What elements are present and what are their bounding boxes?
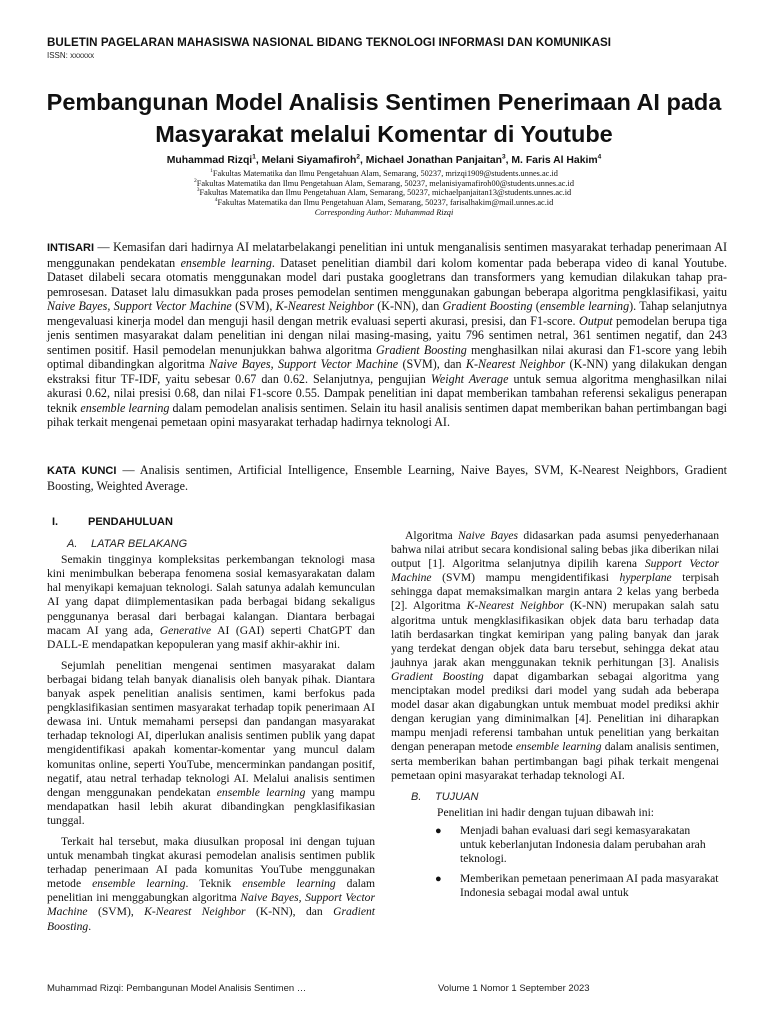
left-body [47, 553, 375, 933]
text-run: ). Tahap selanjutnya mengevaluasi kinerja model dan menguji hasil dengan metrik evaluasi seperti akurasi, presisi, dan F1-score. [47, 299, 727, 328]
italic-term: Support Vector Machine [391, 557, 719, 585]
affiliation-text: Fakultas Matematika dan Ilmu Pengetahuan Alam, Semarang, 50237, mrizqi1909@students.unnes.ac.id [212, 169, 558, 178]
text-run: yang mampu mendapatkan hasil lebih akurat dibandingkan pengklasifikasian tunggal. [47, 785, 376, 827]
body-paragraph [391, 529, 719, 783]
affiliation-line [40, 169, 728, 179]
italic-term: ensemble learning [515, 740, 602, 754]
tujuan-intro: Penelitian ini hadir dengan tujuan dibawah ini: [437, 805, 655, 819]
body-paragraph [47, 835, 375, 934]
affiliation-sup: 4 [214, 197, 218, 204]
author-name: Melani Siyamafiroh [261, 155, 357, 166]
footer-right: Volume 1 Nomor 1 September 2023 [438, 983, 590, 994]
text-run: ( [532, 299, 540, 313]
text-run: pemodelan berupa tiga jenis sentimen masyarakat dalam penelitian ini dengan nilai masing-masing, yaitu 796 sentimen netral, 361 sentimen negatif, dan 243 sentimen positif. Hasil pemodelan menunjukkan bahwa algoritma [47, 313, 728, 357]
keywords-label: KATA KUNCI [47, 465, 117, 477]
affiliation-line [40, 198, 728, 208]
text-run: — Kemasifan dari hadirnya AI melatarbelakangi penelitian ini untuk menganalisis sentimen masyarakat terhadap penerimaan AI menggunakan pendekatan [47, 240, 727, 270]
italic-term: Naive Bayes, Support Vector Machine [209, 357, 399, 371]
author-name: Muhammad Rizqi [166, 155, 253, 166]
italic-term: Naive Bayes, Support Vector Machine [47, 891, 375, 919]
subsection-title: LATAR BELAKANG [91, 538, 188, 551]
affiliation-sup: 2 [194, 177, 197, 184]
text-run: (K-NN), dan [373, 299, 443, 313]
author-sup: 2 [356, 153, 360, 161]
body-paragraph [47, 659, 375, 828]
text-run: (K-NN) merupakan salah satu algoritma untuk mengklasifikasikan objek data baru terhadap data latih berdasarkan tingkat kemiripan yang paling banyak dan jarak yang terdekat dengan objek data baru tersebut, sehingga dekat atau jauhnya jarak akan menggunakan teknik perhitungan [3]. Analisis [391, 599, 719, 669]
body-paragraph [47, 553, 375, 652]
text-run: Semakin tingginya kompleksitas perkembangan teknologi masa kini menimbulkan beberapa fenomena sosial kemasyarakatan dalam hal menyikapi kemajuan teknologi. Salah satunya adalah kemunculan AI yang dapat diimplementasikan pada berbagai bidang sekaligus penggunanya berasal dari berbagai kalangan. Diantara berbagai macam AI yang ada, [47, 553, 375, 637]
text-run: . [88, 919, 92, 933]
author-name: M. Faris Al Hakim [511, 155, 598, 166]
italic-term: Gradient Boosting [442, 299, 533, 313]
affiliation-text: Fakultas Matematika dan Ilmu Pengetahuan Alam, Semarang, 50237, farisalhakim@mail.unnes.ac.id [217, 198, 554, 208]
author-sup: 4 [597, 153, 602, 161]
italic-term: Weight Average [430, 371, 509, 386]
italic-term: ensemble learning [242, 877, 336, 891]
issn: ISSN: xxxxxx [47, 51, 95, 60]
author-separator: , [255, 155, 262, 166]
italic-term: ensemble learning [180, 255, 272, 270]
subsection-heading-b [411, 790, 719, 804]
italic-term: K-Nearest Neighbor [144, 905, 246, 919]
affiliation-sup: 3 [196, 187, 200, 194]
tujuan-list [391, 824, 719, 900]
journal-header [47, 36, 727, 60]
text-run: (SVM), [231, 299, 276, 313]
subsection-heading-a [67, 537, 375, 551]
italic-term: hyperplane [619, 571, 672, 585]
keywords [47, 463, 727, 493]
italic-term: Gradient Boosting [391, 669, 484, 683]
left-column [47, 515, 375, 941]
text-run: AI (GAI) seperti ChatGPT dan DALL-E mendapatkan kepopuleran yang masif akhir-akhir ini. [47, 623, 375, 651]
italic-term: Gradient Boosting [376, 342, 467, 357]
author-sup: 1 [252, 153, 256, 161]
text-run: didasarkan pada asumsi penyederhanaan bahwa nilai atribut secara kondisional saling bebas jika diberikan nilai output [1]. Algoritma selanjutnya dipilih karena [391, 529, 720, 571]
paper-title: Pembangunan Model Analisis Sentimen Penerimaan AI pada Masyarakat melalui Komentar di Youtube [46, 89, 722, 147]
subsection-title: TUJUAN [435, 790, 479, 803]
text-run: Sejumlah penelitian mengenai sentimen masyarakat dalam berbagai bidang telah banyak dianalisis oleh banyak pihak. Diantara banyak aspek penelitian analisis sentimen, kami berfokus pada pengklasifikasian sentimen masyarakat terhadap topik penerimaan AI dewasa ini. Untuk memahami persepsi dan pandangan masyarakat terhadap teknologi AI, diperlukan analisis sentimen publik yang dapat mengidentifikasi apakah komentar-komentar yang muncul dalam komunitas online, seperti YouTube, mencerminkan pandangan positif, negatif, atau netral terhadap teknologi AI. Melalui analisis sentimen dengan menggunakan pendekatan [47, 658, 375, 799]
affiliation-list [40, 169, 728, 218]
abstract [47, 240, 727, 430]
text-run: dapat digambarkan sebagai algoritma yang menciptakan model prediksi dari model yang sudah ada beberapa model dasar akan digabungkan untuk membuat model prediksi akhir dengan kerugian yang diminimalkan [4]. Penelitian ini diharapkan mampu menjadi referensi tambahan untuk penelitian yang berkaitan dengan penerapan metode [391, 669, 719, 754]
text-run: (K-NN) yang dilakukan dengan ekstraksi fitur TF-IDF, yaitu sebesar 0.67 dan 0.62. Selanjutnya, pengujian [47, 357, 727, 386]
keywords-text: — Analisis sentimen, Artificial Intelligence, Ensemble Learning, Naive Bayes, SVM, K-Nearest Neighbors, Gradient Boosting, Weighted Average. [47, 463, 727, 493]
author-sup: 3 [501, 153, 506, 161]
italic-term: K-Nearest Neighbor [275, 299, 374, 313]
italic-term: K-Nearest Neighbor [465, 357, 566, 371]
text-run: untuk semua algoritma menghasilkan nilai akurasi 0.62, nilai presisi 0.68, dan nilai F1-score 0.55. Dampak penelitian ini dapat memberikan tambahan referensi sekaligus penerapan teknik [47, 371, 728, 415]
italic-term: Naive Bayes [458, 529, 519, 542]
tujuan-item: ● Menjadi bahan evaluasi dari segi kemasyarakatan untuk keberlanjutan Indonesia dalam perubahan arah teknologi. [391, 824, 719, 866]
affiliation-sup: 1 [210, 168, 213, 175]
affiliation-line [40, 179, 728, 189]
text-run: (SVM), [87, 905, 145, 919]
italic-term: Naive Bayes, Support Vector Machine [47, 299, 232, 313]
italic-term: ensemble learning [216, 785, 306, 799]
text-run: (K-NN), dan [245, 905, 334, 919]
section-heading [52, 515, 375, 529]
corresponding-author: Corresponding Author: Muhammad Rizqi [314, 207, 454, 217]
affiliation-text: Fakultas Matematika dan Ilmu Pengetahuan Alam, Semarang, 50237, melanisiyamafiroh00@students.unnes.ac.id [196, 178, 574, 188]
right-body [391, 529, 719, 783]
italic-term: ensemble learning [92, 877, 186, 891]
subsection-number: A. [67, 538, 78, 551]
text-run: . Teknik [185, 877, 243, 891]
text-run: (SVM), dan [398, 357, 466, 371]
italic-term: ensemble learning [80, 400, 170, 415]
subsection-number: B. [411, 790, 422, 803]
text-run: (SVM) mampu mengidentifikasi [431, 571, 620, 585]
italic-term: ensemble learning [539, 299, 630, 313]
author-separator: , [505, 155, 512, 166]
text-run: dalam penelitian ini menggabungkan algoritma [47, 877, 375, 905]
tujuan-item: ● Memberikan pemetaan penerimaan AI pada masyarakat Indonesia sebagai modal awal untuk [391, 872, 719, 900]
journal-name: BULETIN PAGELARAN MAHASISWA NASIONAL BIDANG TEKNOLOGI INFORMASI DAN KOMUNIKASI [47, 36, 612, 49]
author-list [40, 155, 728, 166]
text-run: terpisah sehingga dapat memaksimalkan margin antara 2 kelas yang berbeda [2]. Algoritma [391, 571, 719, 613]
text-run: menghasilkan nilai akurasi dan F1-score yang lebih optimal dibandingkan algoritma [47, 342, 727, 371]
footer-left: Muhammad Rizqi: Pembangunan Model Analisis Sentimen … [47, 983, 307, 994]
text-run: dalam analisis sentimen, serta memberikan bahan pertimbangan bagi pihak terkait mengenai pemetaan opini masyarakat terhadap teknologi AI. [391, 740, 720, 782]
right-column [391, 529, 719, 906]
affiliation-text: Fakultas Matematika dan Ilmu Pengetahuan Alam, Semarang, 50237, michaelpanjaitan13@students.unnes.ac.id [199, 188, 572, 198]
italic-term: Output [579, 313, 613, 328]
text-run: Algoritma [405, 529, 458, 542]
author-name: Michael Jonathan Panjaitan [365, 155, 502, 166]
text-run: . Dataset penelitian diambil dari kolom komentar pada beberapa video di kanal Youtube. Dataset dilabeli secara otomatis menggunakan model dari pustaka googletrans dan transformers yang kemudian dilakukan tahap pra-pemrosesan. Dataset lalu dimasukkan pada proses pemodelan sentimen menggunakan gabungan beberapa algoritma pengklasifikasi, yaitu [47, 255, 728, 299]
italic-term: Generative [159, 623, 212, 637]
author-separator: , [359, 155, 366, 166]
text-run: dalam pemodelan analisis sentimen. Selain itu hasil analisis sentimen dapat memberikan bahan pertimbangan bagi pihak terkait mengenai pemetaan opini masyarakat terhadap hadirnya teknologi AI. [47, 400, 727, 429]
italic-term: K-Nearest Neighbor [466, 599, 564, 613]
affiliation-line [40, 188, 728, 198]
section-title: PENDAHULUAN [88, 516, 173, 528]
section-number: I. [52, 516, 59, 528]
italic-term: Gradient Boosting [47, 905, 375, 933]
text-run: Terkait hal tersebut, maka diusulkan proposal ini dengan tujuan untuk menambah tingkat akurasi pemodelan analisis sentimen publik terhadap penerimaan AI pada komunitas YouTube menggunakan metode [47, 834, 375, 891]
abstract-label: INTISARI [47, 242, 95, 254]
